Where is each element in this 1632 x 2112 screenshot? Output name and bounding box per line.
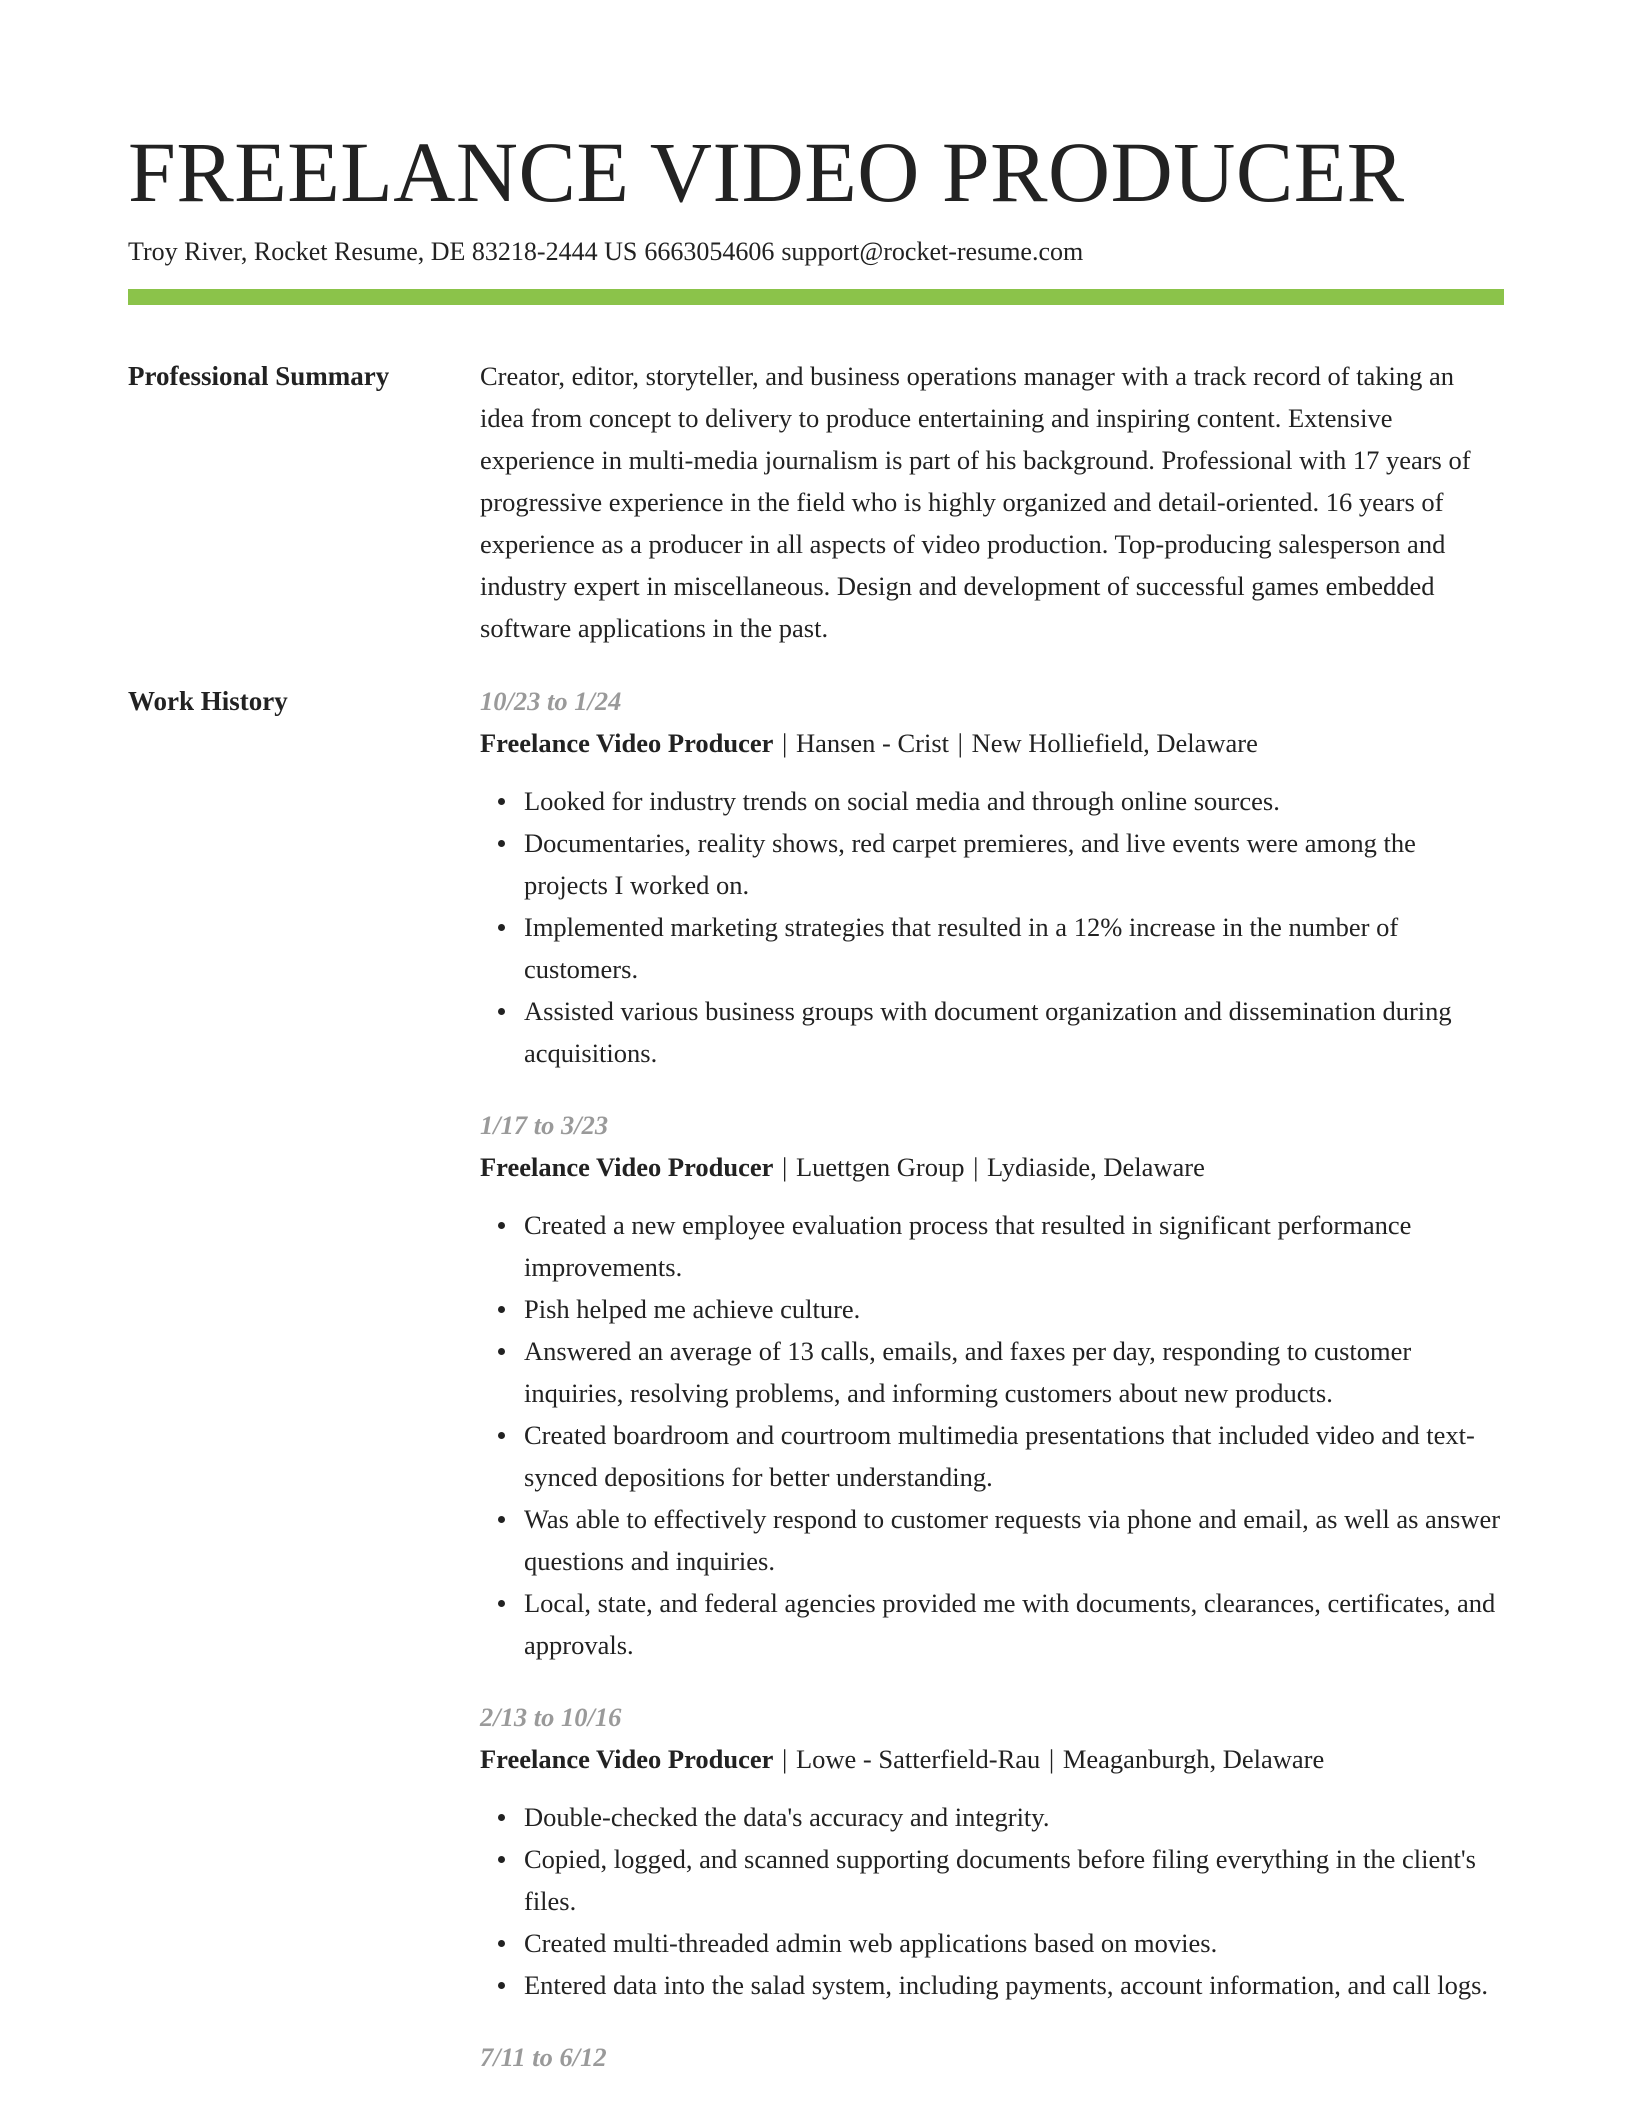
bullet-icon [498,1982,505,1989]
job-bullets [480,1796,1504,2006]
job-dates: 10/23 to 1/24 [480,686,622,716]
contact-line [128,236,1504,268]
bullet-icon [498,1432,505,1439]
job-dates: 7/11 to 6/12 [480,2042,607,2072]
job-title: Freelance Video Producer [480,1744,774,1774]
bullet-icon [498,924,505,931]
job-bullet: Entered data into the salad system, including payments, account information, and call logs. [524,1964,1504,2006]
page-title: FREELANCE VIDEO PRODUCER [128,124,1405,220]
bullet-icon [498,1516,505,1523]
job-separator: | [782,1152,788,1182]
job-bullet: Answered an average of 13 calls, emails, and faxes per day, responding to customer inquiries, resolving problems, and informing customers about new products. [524,1330,1504,1414]
job-bullets [480,1204,1504,1666]
bullet-icon [498,1348,505,1355]
job-separator: | [782,1744,788,1774]
job-bullet: Created boardroom and courtroom multimedia presentations that included video and text-synced depositions for better understanding. [524,1414,1504,1498]
job-bullet: Copied, logged, and scanned supporting documents before filing everything in the client's files. [524,1838,1504,1922]
job-separator: | [1048,1744,1055,1774]
resume-page [128,0,1504,2108]
job-location: New Holliefield, Delaware [971,728,1258,758]
job-separator: | [973,1152,979,1182]
job-location: Lydiaside, Delaware [987,1152,1205,1182]
job-bullet: Assisted various business groups with document organization and dissemination during acquisitions. [524,990,1504,1074]
job-bullet: Pish helped me achieve culture. [524,1288,1504,1330]
job-bullets [480,780,1504,1074]
job-company: Hansen - Crist [795,728,950,758]
job-title: Freelance Video Producer [480,1152,774,1182]
job-header [480,1146,1504,1188]
header-divider [128,289,1504,305]
work-history-heading: Work History [128,686,288,716]
bullet-icon [498,840,505,847]
bullet-icon [498,1222,505,1229]
job-header [480,1738,1504,1780]
summary-heading: Professional Summary [128,361,390,391]
job-company: Luettgen Group [795,1152,965,1182]
job-entry [480,1696,1504,2006]
job-bullet: Double-checked the data's accuracy and integrity. [524,1796,1504,1838]
job-entry [480,1104,1504,1666]
contact-address: Troy River, Rocket Resume, DE 83218-2444 US [128,237,638,266]
job-entry [480,2036,1504,2078]
job-entry [480,680,1504,1074]
bullet-icon [498,1814,505,1821]
work-history-section [128,680,1504,2108]
summary-text: Creator, editor, storyteller, and business operations manager with a track record of taking an idea from concept to delivery to produce entertaining and inspiring content. Extensive experience in multi-media journalism is part of his background. Professional with 17 years of progressive experience in the field who is highly organized and detail-oriented. 16 years of experience as a producer in all aspects of video production. Top-producing salesperson and industry expert in miscellaneous. Design and development of successful games embedded software applications in the past. [480,361,1471,643]
contact-email: support@rocket-resume.com [781,237,1084,266]
job-title: Freelance Video Producer [480,728,774,758]
job-dates: 1/17 to 3/23 [480,1110,609,1140]
job-location: Meaganburgh, Delaware [1062,1744,1325,1774]
contact-phone: 6663054606 [644,237,775,266]
bullet-icon [498,798,505,805]
job-company: Lowe - Satterfield-Rau [795,1744,1041,1774]
bullet-icon [498,1306,505,1313]
summary-section [128,355,1504,649]
bullet-icon [498,1940,505,1947]
work-history-list [480,680,1504,2108]
job-bullet: Looked for industry trends on social media and through online sources. [524,780,1504,822]
job-separator: | [957,728,963,758]
job-bullet: Local, state, and federal agencies provided me with documents, clearances, certificates, and approvals. [524,1582,1504,1666]
job-bullet: Created multi-threaded admin web applications based on movies. [524,1922,1504,1964]
bullet-icon [498,1856,505,1863]
job-separator: | [782,728,788,758]
job-header [480,722,1504,764]
job-bullet: Implemented marketing strategies that resulted in a 12% increase in the number of customers. [524,906,1504,990]
job-dates: 2/13 to 10/16 [480,1702,622,1732]
job-bullet: Created a new employee evaluation process that resulted in significant performance improvements. [524,1204,1504,1288]
job-bullet: Documentaries, reality shows, red carpet premieres, and live events were among the projects I worked on. [524,822,1504,906]
bullet-icon [498,1008,505,1015]
job-bullet: Was able to effectively respond to customer requests via phone and email, as well as answer questions and inquiries. [524,1498,1504,1582]
bullet-icon [498,1600,505,1607]
